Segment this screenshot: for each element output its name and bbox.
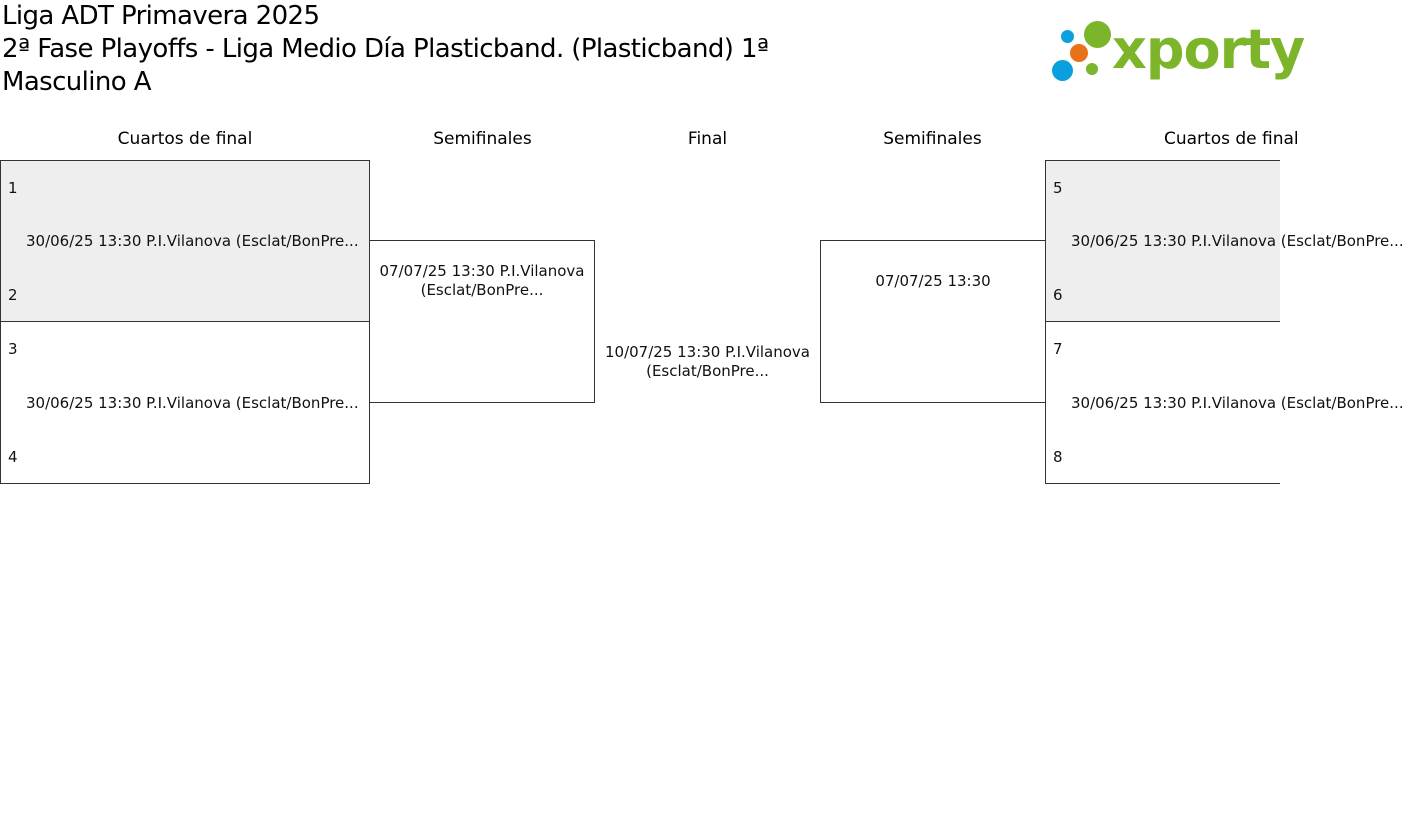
match-info [596, 343, 819, 381]
seed-bottom: 4 [8, 448, 18, 466]
match-semifinal-left[interactable] [369, 240, 595, 403]
seed-top: 1 [8, 179, 18, 197]
title-line-2: 2ª Fase Playoffs - Liga Medio Día Plasticband. (Plasticband) 1ª [2, 34, 769, 64]
seed-bottom: 6 [1053, 286, 1063, 304]
round-header-right-quarterfinals: Cuartos de final [1164, 129, 1299, 149]
match-info: 30/06/25 13:30 P.I.Vilanova (Esclat/BonPre... [26, 394, 359, 412]
title-line-1: Liga ADT Primavera 2025 [2, 1, 320, 31]
xporty-logo [1050, 18, 1305, 84]
logo-wordmark: xporty [1112, 18, 1305, 81]
logo-dot-green-small [1086, 63, 1098, 75]
seed-top: 7 [1053, 340, 1063, 358]
competition-title [2, 0, 822, 99]
match-info-line-2: (Esclat/BonPre... [420, 281, 544, 299]
match-semifinal-right[interactable] [820, 240, 1046, 403]
round-header-right-semifinals: Semifinales [883, 129, 982, 149]
match-info-line-1: 07/07/25 13:30 [875, 272, 991, 290]
match-info-line-1: 07/07/25 13:30 P.I.Vilanova [379, 262, 585, 280]
match-quarterfinal-2[interactable] [0, 321, 370, 484]
round-header-left-semifinals: Semifinales [433, 129, 532, 149]
logo-dot-blue-small [1061, 30, 1074, 43]
round-header-final: Final [687, 129, 728, 149]
match-quarterfinal-3[interactable] [1045, 160, 1404, 322]
match-info: 30/06/25 13:30 P.I.Vilanova (Esclat/BonPre... [26, 232, 359, 250]
match-info-line-1: 10/07/25 13:30 P.I.Vilanova [604, 343, 810, 361]
match-quarterfinal-4[interactable] [1045, 321, 1404, 484]
match-info: 30/06/25 13:30 P.I.Vilanova (Esclat/BonPre... [1071, 394, 1404, 412]
match-info: 30/06/25 13:30 P.I.Vilanova (Esclat/BonPre... [1071, 232, 1404, 250]
seed-top: 5 [1053, 179, 1063, 197]
match-info-line-2: (Esclat/BonPre... [646, 362, 769, 380]
match-info [370, 262, 594, 300]
seed-bottom: 8 [1053, 448, 1063, 466]
logo-dot-orange [1070, 44, 1088, 62]
round-header-left-quarterfinals: Cuartos de final [117, 129, 253, 149]
match-quarterfinal-1[interactable] [0, 160, 370, 322]
logo-dot-green-large [1084, 21, 1111, 48]
title-line-3: Masculino A [2, 67, 151, 97]
seed-top: 3 [8, 340, 18, 358]
seed-bottom: 2 [8, 286, 18, 304]
logo-dot-blue-large [1052, 60, 1073, 81]
match-final[interactable] [595, 240, 820, 403]
match-info [821, 272, 1045, 291]
